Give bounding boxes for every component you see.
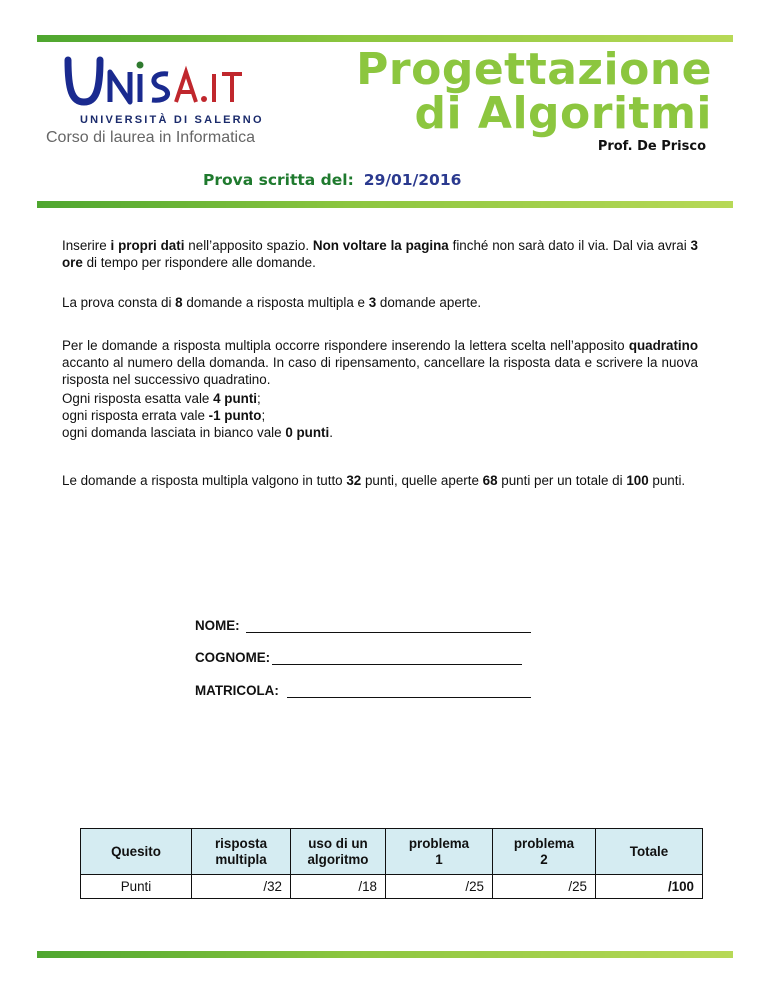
- bold-text: quadratino: [628, 338, 698, 353]
- instructions-paragraph-2: [62, 294, 698, 311]
- text: Per le domande a risposta multipla occorre rispondere inserendo la lettera scelta nell’apposito: [62, 338, 629, 353]
- surname-label: COGNOME:: [195, 650, 271, 665]
- instructions-paragraph-4: [62, 472, 698, 489]
- text: finché non sarà dato il via. Dal via avrai: [448, 238, 691, 253]
- text: punti, quelle aperte: [361, 473, 483, 488]
- bold-text: 32: [346, 473, 362, 488]
- header-text: Quesito: [111, 843, 161, 859]
- score-cell[interactable]: /25: [493, 875, 596, 899]
- header-text: uso di un: [308, 835, 368, 851]
- header-problem-1: [386, 829, 493, 875]
- total-score-cell[interactable]: /100: [596, 875, 703, 899]
- student-id-field[interactable]: [287, 683, 531, 698]
- multiple-choice-rules: [62, 337, 698, 388]
- bold-text: i propri dati: [110, 238, 185, 253]
- header-text: multipla: [215, 851, 267, 867]
- name-field[interactable]: [246, 618, 531, 633]
- exam-date: 29/01/2016: [363, 171, 462, 189]
- bold-text: 3 ore: [62, 238, 698, 270]
- unisa-logo-icon: [64, 50, 264, 112]
- surname-field-row: [195, 650, 522, 665]
- text: La prova consta di: [62, 295, 176, 310]
- scoring-rule-correct: [62, 390, 698, 407]
- header-text: 2: [540, 851, 548, 867]
- student-id-label: MATRICOLA:: [195, 683, 279, 698]
- header-problem-2: [493, 829, 596, 875]
- header-text: 1: [435, 851, 443, 867]
- bold-text: 68: [482, 473, 498, 488]
- score-cell[interactable]: /18: [291, 875, 386, 899]
- middle-green-bar: [37, 201, 733, 208]
- scoring-rule-wrong: [62, 407, 698, 424]
- bold-text: -1 punto: [208, 408, 262, 423]
- course-title: [356, 44, 712, 139]
- bold-text: Non voltare la pagina: [312, 238, 449, 253]
- header-text: risposta: [214, 835, 268, 851]
- bold-text: 0 punti: [285, 425, 330, 440]
- header-quesito: [81, 829, 192, 875]
- text: domande aperte.: [376, 295, 482, 310]
- header-algorithm: [291, 829, 386, 875]
- university-logo: [42, 50, 292, 150]
- score-table-row: [81, 875, 703, 899]
- text: punti.: [648, 473, 686, 488]
- header-text: problema: [513, 835, 575, 851]
- exam-label: Prova scritta del:: [203, 171, 354, 189]
- scoring-rule-blank: [62, 424, 698, 441]
- header-total: [596, 829, 703, 875]
- name-label: NOME:: [195, 618, 240, 633]
- text: nell’apposito spazio.: [184, 238, 313, 253]
- bottom-green-bar: [37, 951, 733, 958]
- course-name: Corso di laurea in Informatica: [46, 129, 255, 146]
- row-label: Punti: [81, 875, 192, 899]
- student-id-field-row: [195, 683, 531, 698]
- text: ogni risposta errata vale: [62, 408, 209, 423]
- bold-text: 4 punti: [213, 391, 257, 406]
- title-line-2: di Algoritmi: [414, 88, 712, 139]
- score-table: [80, 828, 703, 899]
- header-text: Totale: [629, 843, 669, 859]
- bold-text: 3: [368, 295, 377, 310]
- text: ogni domanda lasciata in bianco vale: [62, 425, 286, 440]
- score-cell[interactable]: /25: [386, 875, 493, 899]
- top-green-bar: [37, 35, 733, 42]
- header-text: algoritmo: [307, 851, 369, 867]
- header-text: problema: [408, 835, 470, 851]
- exam-date-line: [203, 171, 461, 189]
- title-line-1: Progettazione: [356, 44, 712, 95]
- text: .: [329, 425, 333, 440]
- text: di tempo per rispondere alle domande.: [82, 255, 316, 270]
- text: Ogni risposta esatta vale: [62, 391, 214, 406]
- text: Le domande a risposta multipla valgono in tutto: [62, 473, 347, 488]
- professor-name: Prof. De Prisco: [597, 139, 706, 154]
- instructions-paragraph-1: [62, 237, 698, 271]
- name-field-row: [195, 618, 531, 633]
- bold-text: 8: [175, 295, 183, 310]
- surname-field[interactable]: [272, 650, 522, 665]
- instructions-paragraph-3: [62, 337, 698, 441]
- text: accanto al numero della domanda. In caso di ripensamento, cancellare la risposta data e scrivere la nuova risposta nel successivo quadratino.: [62, 355, 698, 387]
- score-table-header: [81, 829, 703, 875]
- text: ;: [257, 391, 261, 406]
- score-cell[interactable]: /32: [192, 875, 291, 899]
- text: domande a risposta multipla e: [182, 295, 369, 310]
- header-multiple-choice: [192, 829, 291, 875]
- logo-university-name: UNIVERSITÀ DI SALERNO: [80, 114, 264, 126]
- text: Inserire: [62, 238, 111, 253]
- text: punti per un totale di: [497, 473, 627, 488]
- text: ;: [261, 408, 266, 423]
- bold-text: 100: [626, 473, 649, 488]
